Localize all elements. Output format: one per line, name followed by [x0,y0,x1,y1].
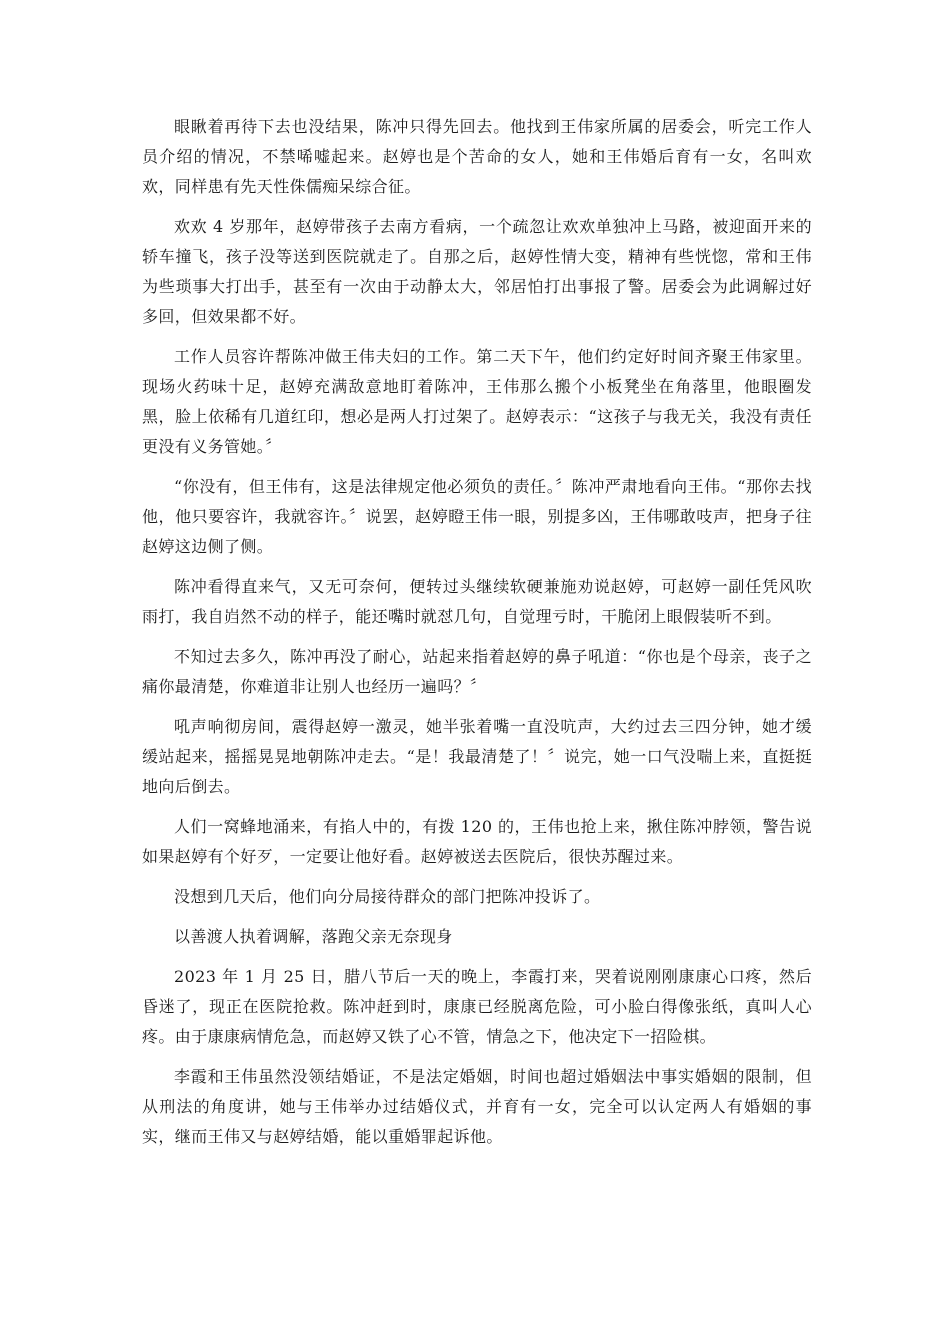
paragraph: 吼声响彻房间，震得赵婷一激灵，她半张着嘴一直没吭声，大约过去三四分钟，她才缓缓站起来，摇摇晃晃地朝陈冲走去。“是！我最清楚了！〞说完，她一口气没喘上来，直挺挺地向后倒去。 [142,717,812,796]
paragraph: 没想到几天后，他们向分局接待群众的部门把陈冲投诉了。 [174,887,601,906]
paragraph: 2023 年 1 月 25 日，腊八节后一天的晚上，李霞打来，哭着说刚刚康康心口疼，然后昏迷了，现正在医院抢救。陈冲赶到时，康康已经脱离危险，可小脸白得像张纸，真叫人心疼。由于康康病情危急，而赵婷又铁了心不管，情急之下，他决定下一招险棋。 [142,967,812,1046]
paragraph: 眼瞅着再待下去也没结果，陈冲只得先回去。他找到王伟家所属的居委会，听完工作人员介绍的情况，不禁唏嘘起来。赵婷也是个苦命的女人，她和王伟婚后育有一女，名叫欢欢，同样患有先天性侏儒痴呆综合征。 [142,117,812,196]
paragraph: 陈冲看得直来气，又无可奈何，便转过头继续软硬兼施劝说赵婷，可赵婷一副任凭风吹雨打，我自岿然不动的样子，能还嘴时就怼几句，自觉理亏时，干脆闭上眼假装听不到。 [142,577,812,626]
paragraph: “你没有，但王伟有，这是法律规定他必须负的责任。〞陈冲严肃地看向王伟。“那你去找他，他只要容许，我就容许。〞说罢，赵婷瞪王伟一眼，别提多凶，王伟哪敢吱声，把身子往赵婷这边侧了侧。 [142,477,812,556]
paragraph: 李霞和王伟虽然没领结婚证，不是法定婚姻，时间也超过婚姻法中事实婚姻的限制，但从刑法的角度讲，她与王伟举办过结婚仪式，并育有一女，完全可以认定两人有婚姻的事实，继而王伟又与赵婷结婚，能以重婚罪起诉他。 [142,1067,812,1146]
paragraph: 欢欢 4 岁那年，赵婷带孩子去南方看病，一个疏忽让欢欢单独冲上马路，被迎面开来的轿车撞飞，孩子没等送到医院就走了。自那之后，赵婷性情大变，精神有些恍惚，常和王伟为些琐事大打出手，甚至有一次由于动静太大，邻居怕打出事报了警。居委会为此调解过好多回，但效果都不好。 [142,217,812,326]
paragraph: 不知过去多久，陈冲再没了耐心，站起来指着赵婷的鼻子吼道：“你也是个母亲，丧子之痛你最清楚，你难道非让别人也经历一遍吗？〞 [142,647,812,696]
section-heading: 以善渡人执着调解，落跑父亲无奈现身 [174,927,453,946]
paragraph: 人们一窝蜂地涌来，有掐人中的，有拨 120 的，王伟也抢上来，揪住陈冲脖领，警告说如果赵婷有个好歹，一定要让他好看。赵婷被送去医院后，很快苏醒过来。 [142,817,812,866]
article-body [142,112,812,1162]
paragraph: 工作人员容许帮陈冲做王伟夫妇的工作。第二天下午，他们约定好时间齐聚王伟家里。现场火药味十足，赵婷充满敌意地盯着陈冲，王伟那么搬个小板凳坐在角落里，他眼圈发黑，脸上依稀有几道红印，想必是两人打过架了。赵婷表示：“这孩子与我无关，我没有责任更没有义务管她。〞 [142,347,812,456]
